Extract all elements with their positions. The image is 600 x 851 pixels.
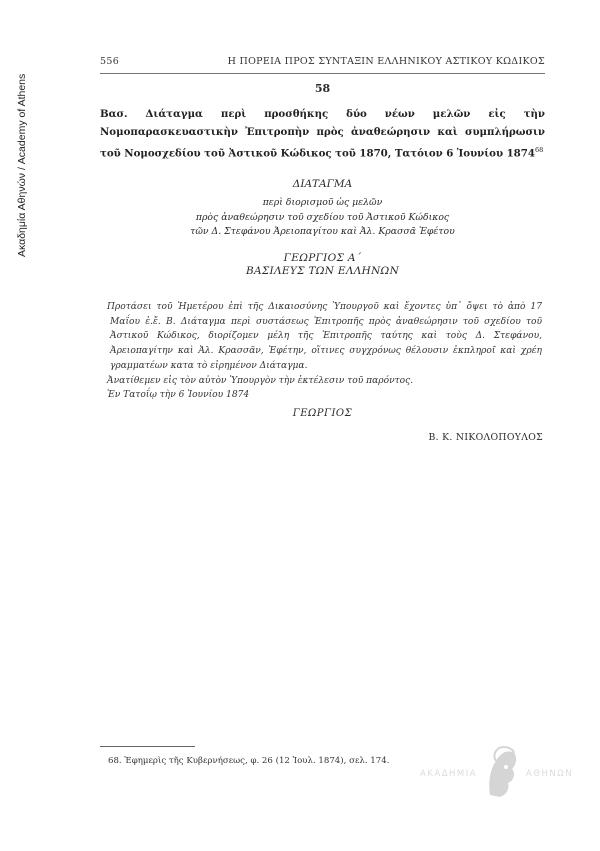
decree-heading: ΔΙΑΤΑΓΜΑ <box>292 178 353 190</box>
athena-head-icon <box>482 743 522 803</box>
king-heading <box>100 252 545 278</box>
footnote-reference: 68 <box>534 146 544 154</box>
running-title: Η ΠΟΡΕΙΑ ΠΡΟΣ ΣΥΝΤΑΞΙΝ ΕΛΛΗΝΙΚΟΥ ΑΣΤΙΚΟΥ ΚΩΔΙΚΟΣ <box>227 56 545 67</box>
place-date-line: Ἐν Τατοΐῳ τὴν 6 Ἰουνίου 1874 <box>107 390 250 401</box>
footnote: 68. Ἐφημερὶς τῆς Κυβερνήσεως, φ. 26 (12 Ἰουλ. 1874), σελ. 174. <box>108 756 390 766</box>
subtitle-line: τῶν Δ. Στεφάνου Ἀρειοπαγίτου καὶ Ἀλ. Κρασσᾶ Ἐφέτου <box>190 226 455 238</box>
minister-signature: Β. Κ. ΝΙΚΟΛΟΠΟΥΛΟΣ <box>428 432 543 443</box>
document-number: 58 <box>314 82 331 95</box>
document-title-text: Βασ. Διάταγμα περὶ προσθήκης δύο νέων μελῶν εἰς τὴν Νομοπαρασκευαστικὴν Ἐπιτροπὴν πρὸς ἀναθεώρησιν καὶ συμπλήρωσιν τοῦ Νομοσχεδίου τοῦ Ἀστικοῦ Κώδικος τοῦ 1870, Τατόιον 6 Ἰουνίου 1874 <box>100 108 545 160</box>
document-title <box>100 105 545 162</box>
watermark-right-text: ΑΘΗΝΩΝ <box>526 769 574 779</box>
watermark-left-text: ΑΚΑΔΗΜΙΑ <box>420 769 478 779</box>
king-title: ΒΑΣΙΛΕΥΣ ΤΩΝ ΕΛΛΗΝΩΝ <box>245 265 400 277</box>
subtitle-line: πρὸς ἀναθεώρησιν τοῦ σχεδίου τοῦ Ἀστικοῦ Κώδικος <box>195 211 450 223</box>
academy-watermark <box>420 735 580 835</box>
archive-side-note: Ακαδημία Αθηνών / Academy of Athens <box>16 73 28 257</box>
decree-body <box>107 300 542 403</box>
decree-subtitle <box>100 196 545 240</box>
subtitle-line: περὶ διορισμοῦ ὡς μελῶν <box>262 197 383 208</box>
page-number: 556 <box>100 56 120 67</box>
body-paragraph: Ἀνατίθεμεν εἰς τὸν αὐτὸν Ὑπουργὸν τὴν ἐκτέλεσιν τοῦ παρόντος. <box>107 375 414 386</box>
king-name: ΓΕΩΡΓΙΟΣ Α΄ <box>283 252 362 264</box>
king-signature: ΓΕΩΡΓΙΟΣ <box>292 408 353 419</box>
page-header <box>100 56 545 74</box>
footnote-divider <box>100 746 195 747</box>
body-paragraph: Προτάσει τοῦ Ἡμετέρου ἐπὶ τῆς Δικαιοσύνης Ὑπουργοῦ καὶ ἔχοντες ὑπ᾽ ὄψει τὸ ἀπὸ 17 Μαΐου ἐ.ἔ. Β. Διάταγμα περὶ συστάσεως Ἐπιτροπῆς πρὸς ἀναθεώρησιν τοῦ σχεδίου τοῦ Ἀστικοῦ Κώδικος, διορίζομεν μέλη τῆς Ἐπιτροπῆς ταύτης καὶ τοὺς Δ. Στεφάνου, Ἀρειοπαγίτην καὶ Ἀλ. Κρασσᾶν, Ἐφέτην, οἵτινες συγχρόνως θέλουσιν ἐκπληροῖ καὶ χρέη γραμματέων κατα τὸ εἰρημένον Διάταγμα. <box>107 302 542 371</box>
